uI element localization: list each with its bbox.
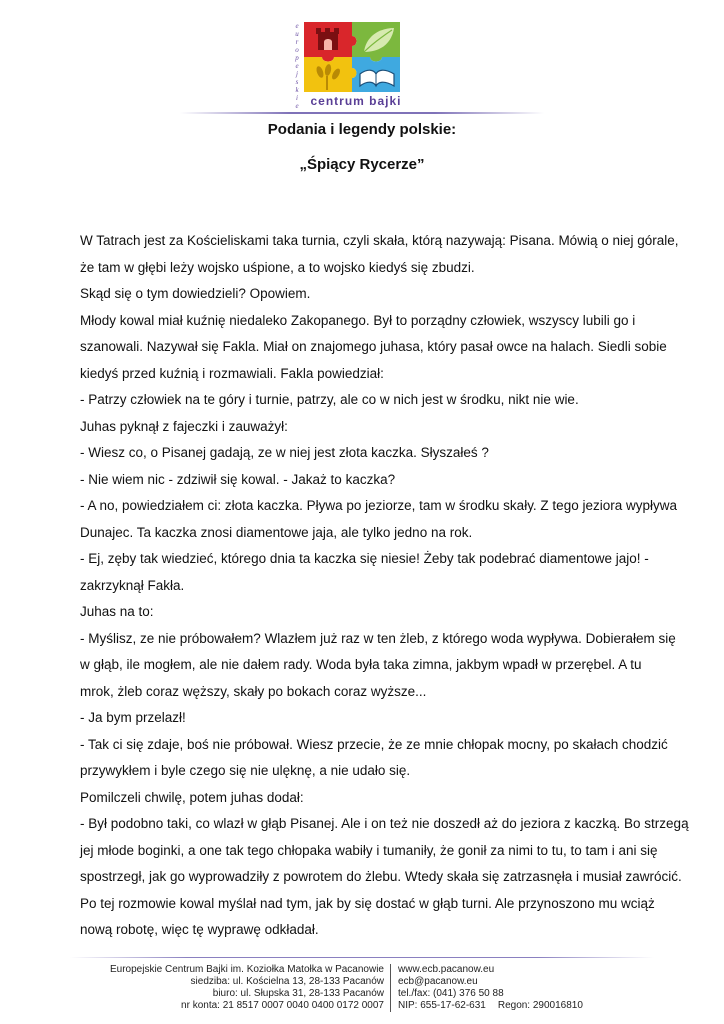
text-line: w głąb, ile mogłem, ale nie dałem rady. Woda była taka zimna, jakbym wpadł w przerębel. A tu xyxy=(80,657,642,672)
puzzle-logo-icon xyxy=(304,22,400,92)
header-divider xyxy=(180,112,544,114)
text-line: Juhas na to: xyxy=(80,604,154,619)
text-line: - Ja bym przelazł! xyxy=(80,710,186,725)
text-line: przywykłem i byle czego się nie ulęknę, a nie udało się. xyxy=(80,763,411,778)
text-line: - Wiesz co, o Pisanej gadają, ze w niej jest złota kaczka. Słyszałeś ? xyxy=(80,445,489,460)
castle-icon xyxy=(316,28,339,50)
logo-vertical-text: e u r o p e j s k i e xyxy=(295,22,299,110)
text-line: Młody kowal miał kuźnię niedaleko Zakopanego. Był to porządny człowiek, wszyscy lubili go i xyxy=(80,312,636,328)
text-line: zakrzyknął Fakła. xyxy=(80,577,185,593)
text-line: Po tej rozmowie kowal myślał nad tym, jak by się dostać w głąb turni. Ale przynoszono mu wciąż xyxy=(80,895,655,911)
text-line: - Ej, zęby tak wiedzieć, którego dnia ta kaczka się niesie! Żeby tak podebrać diamentowe jajo! - xyxy=(80,551,649,566)
text-line: mrok, żleb coraz węższy, skały po bokach coraz wyższe... xyxy=(80,683,427,699)
text-line: Skąd się o tym dowiedzieli? Opowiem. xyxy=(80,286,311,301)
footer-contact xyxy=(398,964,698,1012)
text-line: Pomilczeli chwilę, potem juhas dodał: xyxy=(80,789,304,805)
footer-separator xyxy=(390,964,391,1012)
footer-email: ecb@pacanow.eu xyxy=(398,976,478,987)
page-title: Podania i legendy polskie: xyxy=(267,121,457,138)
text-line: - A no, powiedziałem ci: złota kaczka. Pływa po jeziorze, tam w środku skały. Z tego jeziora wypływa xyxy=(80,498,677,513)
footer-nip: NIP: 655-17-62-631 xyxy=(398,1000,486,1011)
story-text xyxy=(80,228,689,944)
footer-phone: tel./fax: (041) 376 50 88 xyxy=(398,988,504,999)
text-line: spostrzegł, jak go wyprowadziły z powrotem do żlebu. Wtedy skała się zatrzasnęła i musiał zawrócić. xyxy=(80,869,682,884)
open-book-icon xyxy=(360,70,394,86)
footer-org: Europejskie Centrum Bajki im. Koziołka Matołka w Pacanowie xyxy=(109,964,384,975)
footer-regon: Regon: 290016810 xyxy=(497,1000,583,1011)
footer-office: biuro: ul. Słupska 31, 28-133 Pacanów xyxy=(212,988,384,999)
footer-website: www.ecb.pacanow.eu xyxy=(398,964,495,975)
footer-ids xyxy=(398,1000,698,1012)
text-line: Dunajec. Ta kaczka znosi diamentowe jaja, ale tylko jedno na rok. xyxy=(80,524,473,540)
story-title: „Śpiący Rycerze” xyxy=(299,156,425,173)
text-line: W Tatrach jest za Kościeliskami taka turnia, czyli skała, którą nazywają: Pisana. Mówią o niej górale, xyxy=(80,233,679,248)
footer-divider xyxy=(70,957,654,958)
text-line: jej młode boginki, a one tak tego chłopaka wabiły i tumaniły, że gonił za nimi to tu, to tam i ani się xyxy=(80,842,658,858)
text-line: - Tak ci się zdaje, boś nie próbował. Wiesz przecie, że ze mnie chłopak mocny, po skałach chodzić xyxy=(80,736,668,752)
footer-seat: siedziba: ul. Kościelna 13, 28-133 Pacanów xyxy=(190,976,384,987)
footer-account: nr konta: 21 8517 0007 0040 0400 0172 0007 xyxy=(181,1000,384,1011)
text-line: kiedyś przed kuźnią i rozmawiali. Fakla powiedział: xyxy=(80,365,384,381)
text-line: Juhas pyknął z fajeczki i zauważył: xyxy=(80,418,288,434)
footer-address xyxy=(60,964,384,1012)
text-line: nową robotę, więc tę wyprawę odkładał. xyxy=(80,922,319,937)
logo xyxy=(292,20,412,108)
text-line: - Nie wiem nic - zdziwił się kowal. - Jakaż to kaczka? xyxy=(80,471,396,487)
text-line: - Patrzy człowiek na te góry i turnie, patrzy, ale co w nich jest w środku, nikt nie wie. xyxy=(80,392,579,407)
text-line: - Był podobno taki, co wlazł w głąb Pisanej. Ale i on też nie doszedł aż do jeziora z kaczką. Bo strzegą xyxy=(80,816,689,831)
text-line: że tam w głębi leży wojsko uśpione, a to wojsko kiedyś się zbudzi. xyxy=(80,259,475,275)
puzzle-yellow-piece xyxy=(304,57,357,92)
text-line: - Myślisz, ze nie próbowałem? Wlazłem już raz w ten żleb, z którego woda wypływa. Dobierałem się xyxy=(80,630,676,646)
text-line: szanowali. Nazywał się Fakla. Miał on znajomego juhasa, który pasał owce na halach. Siedli sobie xyxy=(80,339,667,354)
logo-text: centrum bajki xyxy=(310,94,402,108)
